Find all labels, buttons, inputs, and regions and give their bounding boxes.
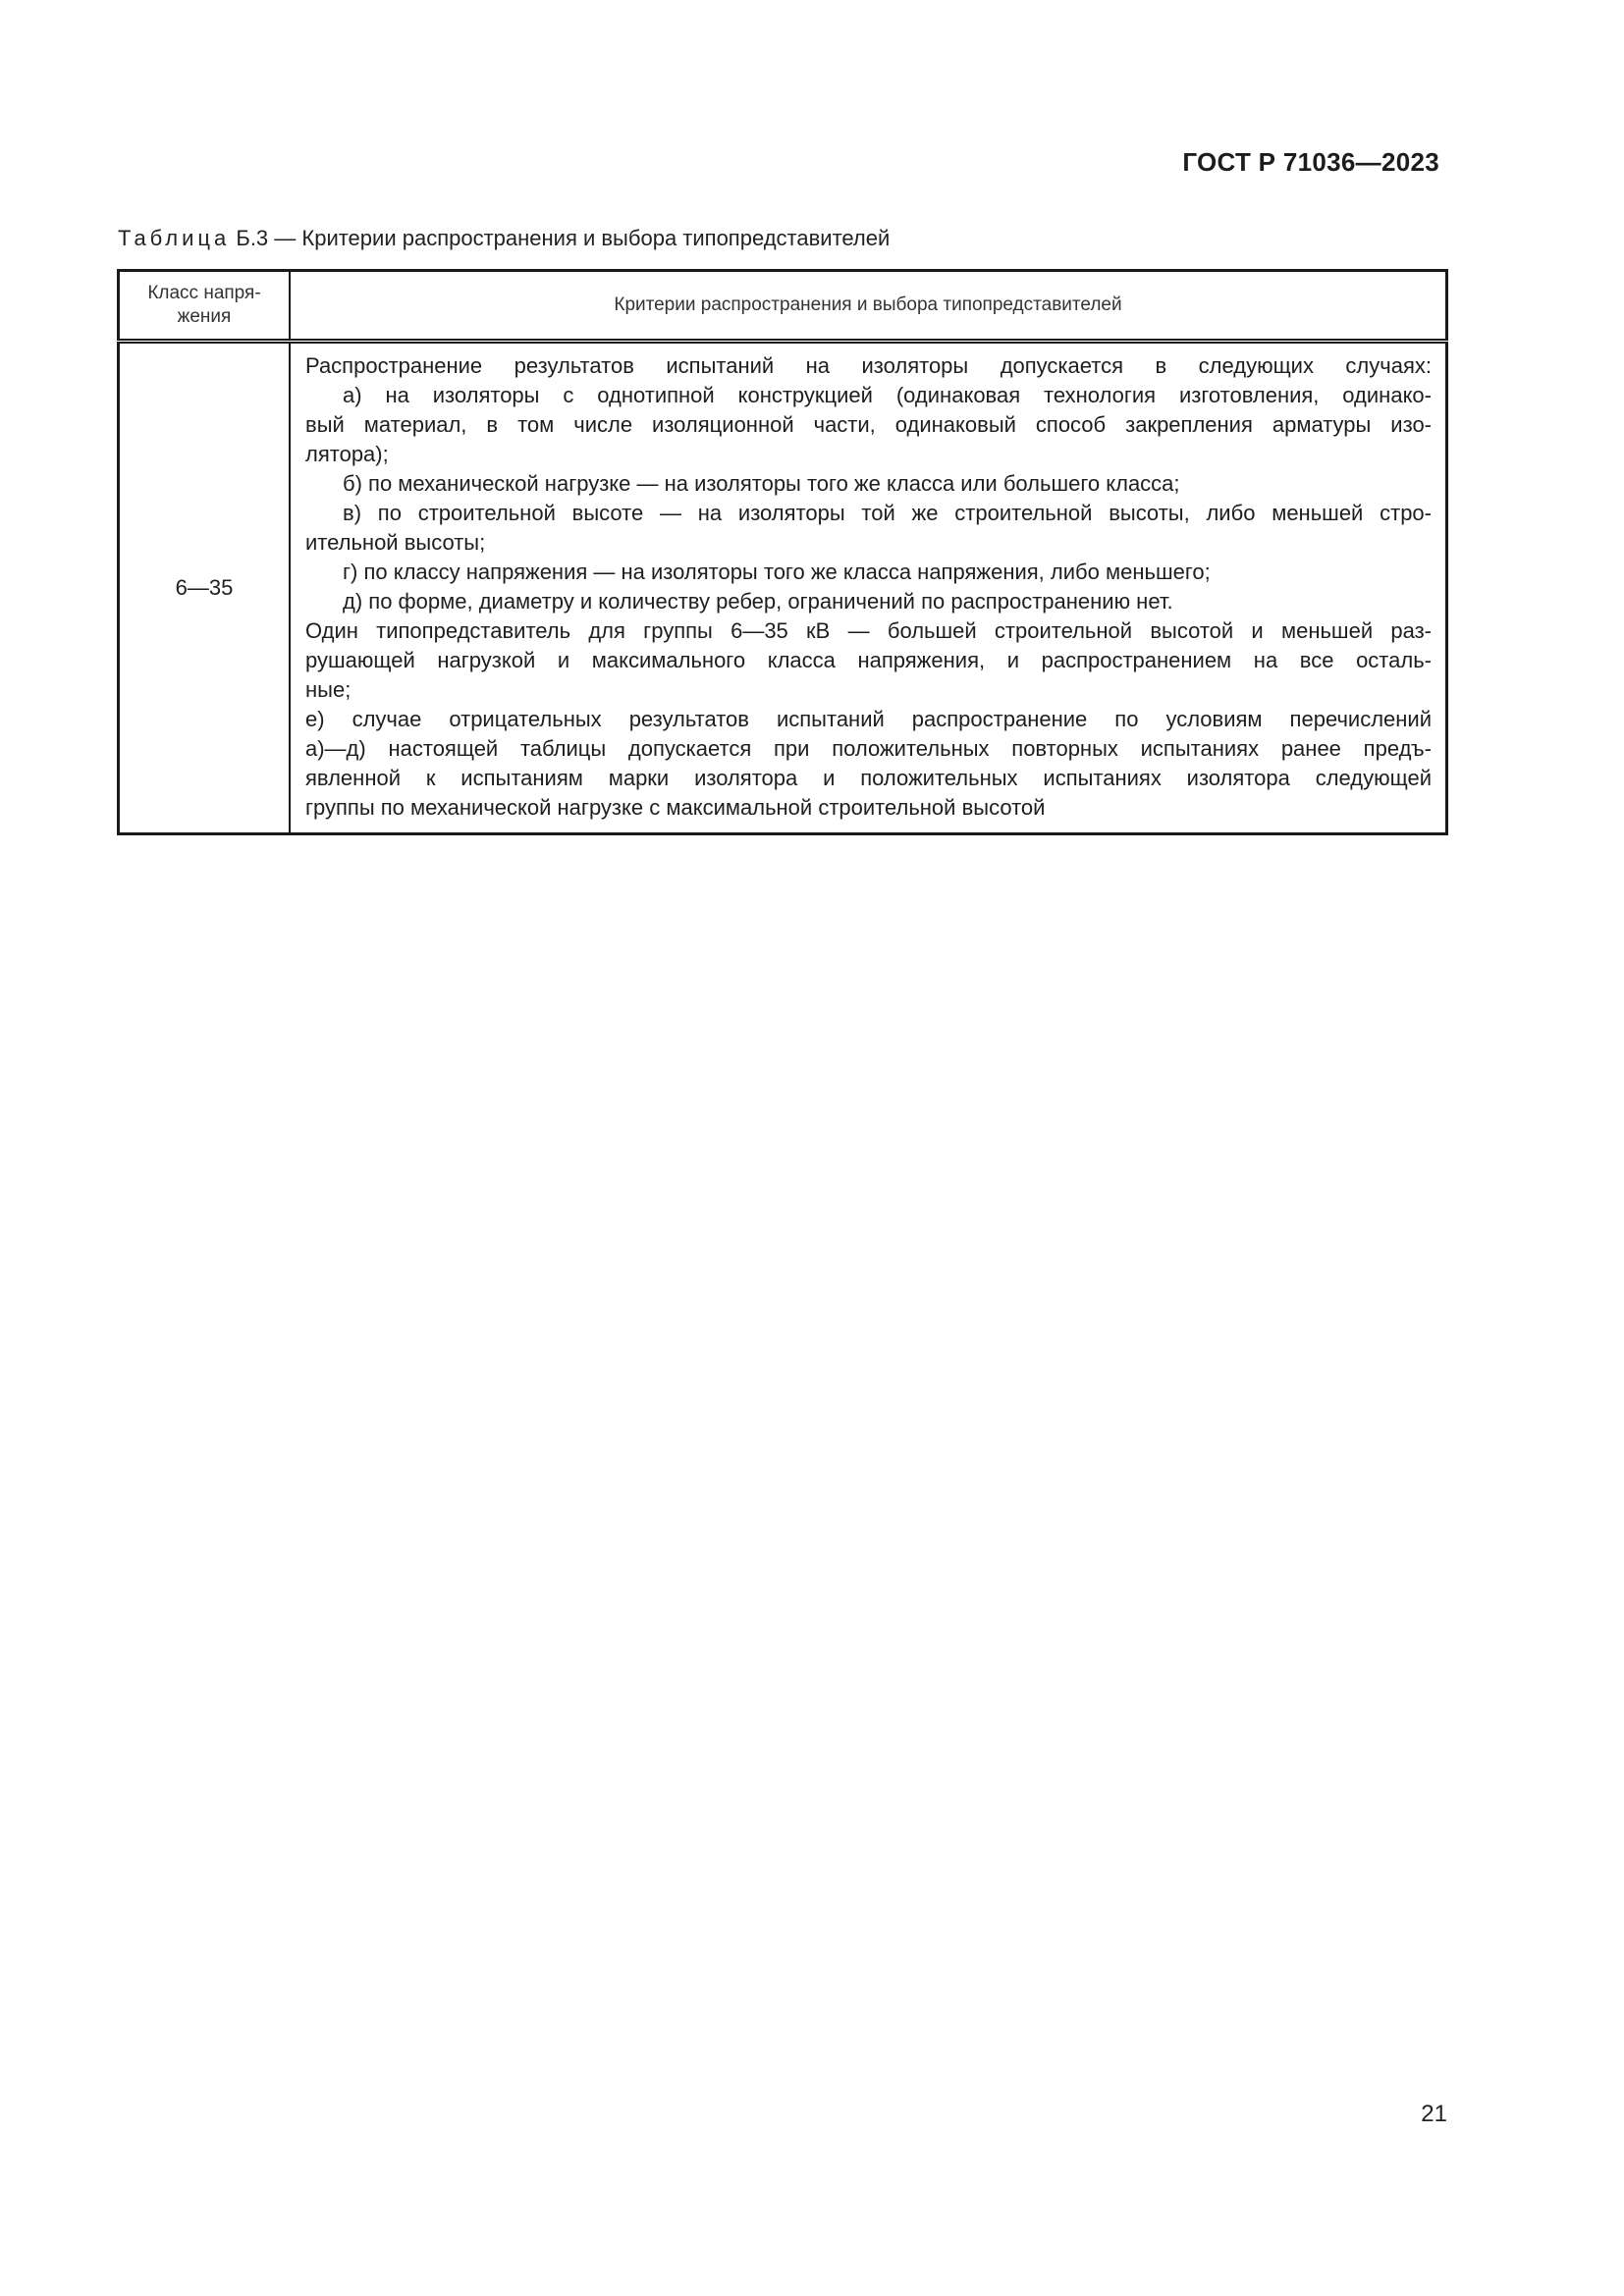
table-caption (118, 226, 890, 251)
voltage-class-cell: 6—35 (119, 342, 291, 834)
table-caption-prefix: Таблица (118, 226, 231, 250)
criteria-line: рушающей нагрузкой и максимального класса напряжения, и распространением на все осталь- (305, 648, 1432, 672)
criteria-line: вый материал, в том числе изоляционной части, одинаковый способ закрепления арматуры изо- (305, 412, 1432, 437)
header-voltage-class (119, 271, 291, 342)
criteria-line: а) на изоляторы с однотипной конструкцией (одинаковая технология изготовления, одинако- (343, 383, 1432, 407)
criteria-table (117, 269, 1448, 835)
table-header-row (119, 271, 1447, 342)
document-code: ГОСТ Р 71036—2023 (1182, 147, 1439, 177)
criteria-cell (290, 342, 1447, 834)
criteria-line: явленной к испытаниям марки изолятора и положительных испытаниях изолятора следующей (305, 766, 1432, 790)
table-caption-text: Б.3 — Критерии распространения и выбора типопредставителей (230, 226, 891, 250)
criteria-line: ные; (305, 677, 352, 702)
criteria-line: б) по механической нагрузке — на изоляторы того же класса или большего класса; (343, 471, 1180, 496)
criteria-line: д) по форме, диаметру и количеству ребер, ограничений по распространению нет. (343, 589, 1173, 614)
criteria-line: а)—д) настоящей таблицы допускается при положительных повторных испытаниях ранее предъ- (305, 736, 1432, 761)
criteria-line: г) по классу напряжения — на изоляторы того же класса напряжения, либо меньшего; (343, 560, 1211, 584)
table-row (119, 342, 1447, 834)
criteria-line: Распространение результатов испытаний на изоляторы допускается в следующих случаях: (305, 353, 1432, 378)
header-voltage-class-line1: Класс напря- (147, 283, 261, 303)
header-criteria: Критерии распространения и выбора типопредставителей (290, 271, 1447, 342)
page-number: 21 (1421, 2101, 1447, 2127)
criteria-line: Один типопредставитель для группы 6—35 кВ — большей строительной высотой и меньшей раз- (305, 618, 1432, 643)
criteria-line: лятора); (305, 442, 389, 466)
criteria-line: ительной высоты; (305, 530, 486, 555)
header-voltage-class-line2: жения (177, 306, 232, 327)
criteria-line: группы по механической нагрузке с максимальной строительной высотой (305, 795, 1046, 820)
criteria-line: в) по строительной высоте — на изоляторы той же строительной высоты, либо меньшей стро- (343, 501, 1432, 525)
criteria-line: е) случае отрицательных результатов испытаний распространение по условиям перечислений (305, 707, 1432, 731)
